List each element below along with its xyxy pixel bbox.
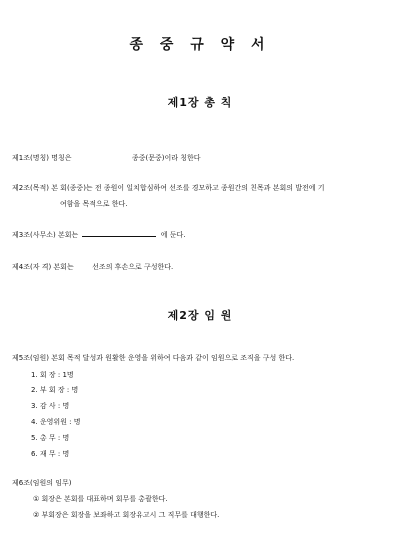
article-3-label: 제3조(사무소) 본회는 (12, 231, 79, 239)
document-title: 종 중 규 약 서 (129, 37, 271, 53)
chapter-1-heading: 제1장 총 칙 (167, 96, 233, 109)
officer-item: 1. 회 장 : 1명 (31, 371, 74, 379)
article-3 (12, 230, 185, 240)
officer-item: 6. 재 무 : 명 (31, 450, 70, 458)
article-5: 제5조(임원) 본회 목적 달성과 원활한 운영을 위하여 다음과 같이 임원으로 조직을 구성 한다. (12, 354, 295, 362)
officer-item: 5. 총 무 : 명 (31, 434, 70, 442)
article-4 (12, 262, 173, 272)
officer-item: 3. 감 사 : 명 (31, 402, 70, 410)
duty-item: ② 부회장은 회장을 보좌하고 회장유고시 그 직무를 대행한다. (33, 511, 220, 519)
article-1 (12, 153, 201, 163)
article-2-line-2: 여함을 목적으로 한다. (60, 200, 128, 208)
article-1-text: 종중(문중)이라 칭한다 (131, 154, 201, 162)
article-4-text: 선조의 후손으로 구성한다. (92, 263, 174, 271)
chapter-2-heading: 제2장 임 원 (167, 309, 233, 322)
officer-item: 2. 부 회 장 : 명 (31, 386, 79, 394)
article-6: 제6조(임원의 임무) (12, 479, 72, 487)
blank-line (82, 230, 156, 237)
article-3-text: 에 둔다. (160, 231, 186, 239)
officer-item: 4. 운영위원 : 명 (31, 418, 81, 426)
duty-item: ① 회장은 본회를 대표하며 회무를 총괄한다. (33, 495, 168, 503)
article-4-label: 제4조(자 격) 본회는 (12, 263, 74, 271)
article-1-label: 제1조(명칭) 명칭은 (12, 154, 72, 162)
article-2-line-1: 제2조(목적) 본 회(종중)는 전 종원이 일치합심하여 선조를 경모하고 종원간의 친목과 본회의 발전에 기 (12, 184, 325, 192)
